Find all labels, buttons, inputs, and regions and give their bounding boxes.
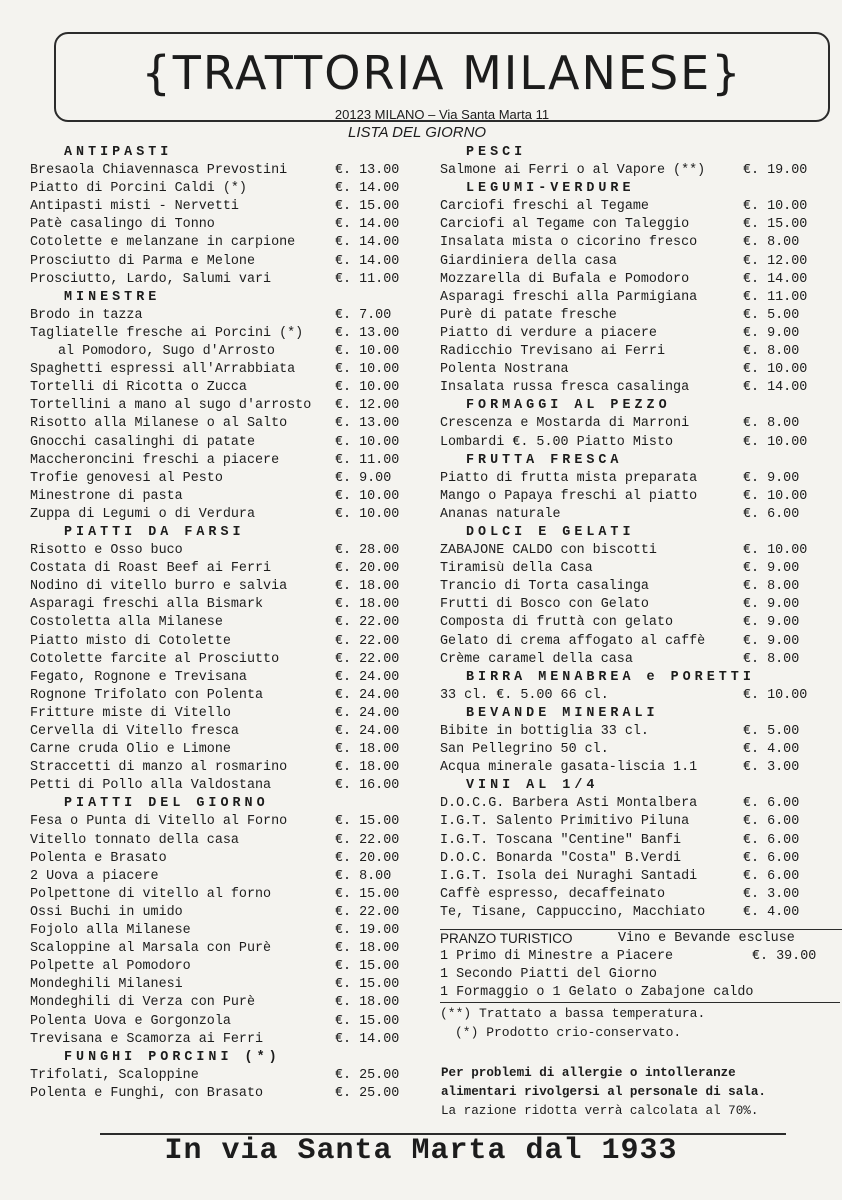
section-title: PIATTI DEL GIORNO [64, 796, 269, 812]
allergy-line-1: Per problemi di allergie o intolleranze [441, 1066, 736, 1080]
menu-item [30, 452, 420, 470]
dish-name: I.G.T. Salento Primitivo Piluna [440, 814, 690, 830]
menu-item [30, 669, 420, 687]
menu-item [30, 741, 420, 759]
dish-price: €. 14.00 [335, 253, 400, 269]
dish-name: Costoletta alla Milanese [30, 615, 223, 631]
dish-name: 2 Uova a piacere [30, 868, 159, 884]
dish-price: €. 6.00 [743, 814, 800, 830]
dish-name: I.G.T. Isola dei Nuraghi Santadi [440, 868, 698, 884]
menu-item [440, 253, 835, 271]
menu-item [440, 723, 835, 741]
dish-price: €. 15.00 [743, 217, 808, 233]
dish-price: €. 10.00 [743, 199, 808, 215]
dish-name: I.G.T. Toscana "Centine" Banfi [440, 832, 682, 848]
dish-name: Antipasti misti - Nervetti [30, 199, 239, 215]
dish-price: €. 10.00 [335, 362, 400, 378]
dish-price: €. 8.00 [335, 868, 392, 884]
dish-price: €. 11.00 [743, 289, 808, 305]
dish-name: Crème caramel della casa [440, 651, 633, 667]
menu-item [30, 271, 420, 289]
dish-price: €. 15.00 [335, 199, 400, 215]
section-heading [440, 669, 835, 687]
dish-price: €. 13.00 [335, 416, 400, 432]
menu-item [440, 687, 835, 705]
pranzo-label: PRANZO TURISTICO [440, 931, 573, 946]
menu-item [440, 343, 835, 361]
dish-price: €. 15.00 [335, 814, 400, 830]
dish-price: €. 14.00 [335, 1031, 400, 1047]
dish-price: €. 9.00 [743, 633, 800, 649]
dish-name: D.O.C. Bonarda "Costa" B.Verdi [440, 850, 682, 866]
dish-name: Gelato di crema affogato al caffè [440, 633, 706, 649]
menu-item [30, 687, 420, 705]
dish-price: €. 14.00 [335, 181, 400, 197]
dish-name: Polenta Nostrana [440, 362, 569, 378]
dish-price: €. 22.00 [335, 651, 400, 667]
menu-item [440, 614, 835, 632]
dish-price: €. 6.00 [743, 506, 800, 522]
dish-name: Carne cruda Olio e Limone [30, 742, 231, 758]
dish-price: €. 19.00 [335, 923, 400, 939]
dish-name: Caffè espresso, decaffeinato [440, 886, 665, 902]
menu-item [30, 379, 420, 397]
allergy-line-3: La razione ridotta verrà calcolata al 70%. [441, 1104, 759, 1118]
section-heading [30, 795, 420, 813]
dish-name: Fegato, Rognone e Trevisana [30, 669, 247, 685]
dish-name: Asparagi freschi alla Parmigiana [440, 289, 698, 305]
menu-item [30, 651, 420, 669]
list-of-the-day-label: LISTA DEL GIORNO [348, 124, 487, 141]
menu-item [440, 216, 835, 234]
menu-item [440, 271, 835, 289]
menu-item [30, 1067, 420, 1085]
dish-name: Minestrone di pasta [30, 488, 183, 504]
dish-price: €. 10.00 [335, 488, 400, 504]
dish-name: Piatto misto di Cotolette [30, 633, 231, 649]
dish-price: €. 10.00 [335, 506, 400, 522]
menu-item [440, 542, 835, 560]
dish-name: Trancio di Torta casalinga [440, 579, 649, 595]
menu-item [30, 940, 420, 958]
restaurant-title: {TRATTORIA MILANESE} [141, 46, 743, 100]
dish-name: ZABAJONE CALDO con biscotti [440, 543, 657, 559]
menu-item [440, 759, 835, 777]
dish-name: Bibite in bottiglia 33 cl. [440, 724, 649, 739]
dish-name: Petti di Pollo alla Valdostana [30, 778, 272, 794]
menu-item [30, 1085, 420, 1103]
menu-item [440, 162, 835, 180]
menu-item [30, 868, 420, 886]
dish-price: €. 5.00 [743, 307, 800, 323]
dish-name: Cervella di Vitello fresca [30, 724, 239, 739]
dish-price: €. 10.00 [743, 362, 808, 378]
note-frozen: (*) Prodotto crio-conservato. [455, 1025, 682, 1040]
section-heading [30, 1049, 420, 1067]
menu-item [30, 976, 420, 994]
allergy-notice [441, 1064, 766, 1121]
dish-name: Maccheroncini freschi a piacere [30, 452, 280, 468]
dish-price: €. 9.00 [743, 561, 800, 577]
dish-price: €. 15.00 [335, 977, 400, 993]
dish-name: Fojolo alla Milanese [30, 923, 191, 939]
menu-item [440, 361, 835, 379]
dish-price: €. 14.00 [335, 217, 400, 233]
dish-price: €. 4.00 [743, 742, 800, 758]
dish-price: €. 6.00 [743, 850, 800, 866]
menu-item [440, 325, 835, 343]
menu-item [30, 1013, 420, 1031]
dish-name: Polenta e Funghi, con Brasato [30, 1085, 264, 1101]
dish-price: €. 20.00 [335, 850, 400, 866]
dish-name: Asparagi freschi alla Bismark [30, 597, 264, 613]
dish-name: Polenta e Brasato [30, 850, 167, 866]
dish-price: €. 11.00 [335, 452, 400, 468]
dish-price: €. 12.00 [743, 253, 808, 269]
dish-price: €. 24.00 [335, 687, 400, 703]
dish-name: Insalata russa fresca casalinga [440, 380, 690, 396]
menu-item [30, 578, 420, 596]
dish-price: €. 9.00 [743, 470, 800, 486]
menu-item [440, 651, 835, 669]
dish-name: Frutti di Bosco con Gelato [440, 597, 649, 613]
dish-price: €. 6.00 [743, 868, 800, 884]
dish-price: €. 24.00 [335, 669, 400, 685]
dish-name: Tortelli di Ricotta o Zucca [30, 380, 247, 396]
dish-name: San Pellegrino 50 cl. [440, 742, 609, 758]
menu-item [30, 759, 420, 777]
dish-name: Gnocchi casalinghi di patate [30, 434, 255, 450]
menu-item [30, 705, 420, 723]
dish-name: Polpette al Pomodoro [30, 959, 191, 975]
dish-price: €. 18.00 [335, 941, 400, 957]
section-heading [440, 777, 835, 795]
dish-name: Prosciutto, Lardo, Salumi vari [30, 271, 272, 287]
menu-item [30, 415, 420, 433]
menu-item [30, 234, 420, 252]
allergy-line-2: alimentari rivolgersi al personale di sala. [441, 1085, 766, 1099]
dish-price: €. 25.00 [335, 1085, 400, 1101]
dish-price: €. 22.00 [335, 633, 400, 649]
menu-item [30, 904, 420, 922]
dish-price: €. 13.00 [335, 325, 400, 341]
section-title: VINI AL 1/4 [466, 778, 599, 794]
dish-name: Zuppa di Legumi o di Verdura [30, 506, 255, 522]
section-title: MINESTRE [64, 289, 161, 305]
dish-name: Tortellini a mano al sugo d'arrosto [30, 398, 312, 414]
menu-item [440, 868, 835, 886]
dish-name: Mozzarella di Bufala e Pomodoro [440, 271, 690, 287]
dish-name: Te, Tisane, Cappuccino, Macchiato [440, 904, 706, 920]
menu-item [30, 596, 420, 614]
dish-name: Risotto e Osso buco [30, 543, 183, 559]
menu-item [30, 506, 420, 524]
right-menu-column [440, 144, 835, 922]
dish-name: Carciofi freschi al Tegame [440, 199, 649, 215]
dish-price: €. 9.00 [335, 470, 392, 486]
menu-item [30, 633, 420, 651]
dish-name: Trofie genovesi al Pesto [30, 470, 223, 486]
menu-item [440, 795, 835, 813]
section-heading [440, 705, 835, 723]
menu-item [440, 379, 835, 397]
section-heading [440, 180, 835, 198]
dish-price: €. 8.00 [743, 579, 800, 595]
dish-price: €. 15.00 [335, 959, 400, 975]
dish-name: Nodino di vitello burro e salvia [30, 579, 288, 595]
section-heading [30, 289, 420, 307]
dish-price: €. 8.00 [743, 235, 800, 251]
dish-name: Spaghetti espressi all'Arrabbiata [30, 362, 296, 378]
dish-price: €. 10.00 [743, 543, 808, 559]
dish-price: €. 8.00 [743, 651, 800, 667]
dish-name: Salmone ai Ferri o al Vapore (**) [440, 163, 706, 179]
menu-item [440, 506, 835, 524]
dish-name: Vitello tonnato della casa [30, 832, 239, 848]
dish-name: Mango o Papaya freschi al piatto [440, 488, 698, 504]
section-heading [440, 397, 835, 415]
dish-name: D.O.C.G. Barbera Asti Montalbera [440, 796, 698, 812]
menu-item [440, 904, 835, 922]
dish-price: €. 10.00 [743, 687, 808, 703]
dish-price: €. 20.00 [335, 561, 400, 577]
menu-item [30, 832, 420, 850]
section-heading [30, 144, 420, 162]
dish-name: Trevisana e Scamorza ai Ferri [30, 1031, 264, 1047]
dish-name: Purè di patate fresche [440, 307, 617, 323]
section-title: BIRRA MENABREA e PORETTI [466, 669, 755, 685]
dish-name: Trifolati, Scaloppine [30, 1067, 199, 1083]
menu-item [30, 198, 420, 216]
dish-name: Patè casalingo di Tonno [30, 217, 215, 233]
menu-item [30, 434, 420, 452]
dish-name: Tagliatelle fresche ai Porcini (*) [30, 325, 304, 341]
section-heading [440, 452, 835, 470]
menu-item [440, 633, 835, 651]
dish-price: €. 3.00 [743, 760, 800, 776]
dish-price: €. 19.00 [743, 163, 808, 179]
section-heading [440, 524, 835, 542]
dish-name: Piatto di Porcini Caldi (*) [30, 181, 247, 197]
dish-price: €. 10.00 [335, 434, 400, 450]
dish-price: €. 8.00 [743, 344, 800, 360]
menu-item [30, 560, 420, 578]
dish-price: €. 18.00 [335, 597, 400, 613]
left-menu-column [30, 144, 420, 1103]
dish-price: €. 14.00 [743, 380, 808, 396]
menu-item [440, 415, 835, 433]
section-title: FORMAGGI AL PEZZO [466, 398, 671, 414]
menu-item [440, 488, 835, 506]
menu-item [30, 325, 420, 343]
menu-item [30, 886, 420, 904]
dish-price: €. 5.00 [743, 724, 800, 739]
dish-price: €. 25.00 [335, 1067, 400, 1083]
dish-price: €. 11.00 [335, 271, 400, 287]
dish-name: Carciofi al Tegame con Taleggio [440, 217, 690, 233]
dish-price: €. 22.00 [335, 904, 400, 920]
menu-item [440, 886, 835, 904]
menu-item [30, 1031, 420, 1049]
dish-name: Polenta Uova e Gorgonzola [30, 1013, 231, 1029]
dish-name: Lombardi €. 5.00 Piatto Misto [440, 434, 674, 450]
menu-item [440, 850, 835, 868]
menu-item [440, 434, 835, 452]
dish-price: €. 15.00 [335, 1013, 400, 1029]
section-title: PESCI [466, 145, 527, 160]
menu-item [30, 723, 420, 741]
dish-price: €. 16.00 [335, 778, 400, 794]
dish-price: €. 28.00 [335, 543, 400, 559]
dish-name: Acqua minerale gasata-liscia 1.1 [440, 760, 698, 776]
section-title: PIATTI DA FARSI [64, 524, 245, 540]
pranzo-price: €. 39.00 [752, 949, 817, 965]
section-title: ANTIPASTI [64, 145, 173, 160]
dish-price: €. 18.00 [335, 995, 400, 1011]
pranzo-line-3: 1 Formaggio o 1 Gelato o Zabajone caldo [440, 985, 754, 1001]
section-heading [30, 524, 420, 542]
menu-item [440, 307, 835, 325]
menu-item [30, 958, 420, 976]
menu-item [30, 470, 420, 488]
dish-name: Polpettone di vitello al forno [30, 886, 272, 902]
menu-item [30, 488, 420, 506]
menu-item [30, 361, 420, 379]
dish-name: Cotolette e melanzane in carpione [30, 235, 296, 251]
dish-name: Bresaola Chiavennasca Prevostini [30, 163, 288, 179]
dish-price: €. 22.00 [335, 832, 400, 848]
dish-price: €. 6.00 [743, 796, 800, 812]
dish-name: al Pomodoro, Sugo d'Arrosto [58, 344, 275, 360]
dish-price: €. 14.00 [743, 271, 808, 287]
dish-name: Tiramisù della Casa [440, 561, 593, 577]
menu-item [30, 180, 420, 198]
menu-item [30, 542, 420, 560]
dish-name: Straccetti di manzo al rosmarino [30, 760, 288, 776]
dish-name: Prosciutto di Parma e Melone [30, 253, 255, 269]
pranzo-note: Vino e Bevande escluse [618, 931, 795, 946]
menu-item [440, 470, 835, 488]
header-box [54, 32, 830, 122]
menu-item [440, 741, 835, 759]
dish-price: €. 13.00 [335, 163, 400, 179]
dish-price: €. 12.00 [335, 398, 400, 414]
menu-item [30, 614, 420, 632]
dish-price: €. 14.00 [335, 235, 400, 251]
pranzo-turistico [440, 929, 842, 1003]
dish-name: Cotolette farcite al Prosciutto [30, 651, 280, 667]
dish-name: Rognone Trifolato con Polenta [30, 687, 264, 703]
section-title: FUNGHI PORCINI (*) [64, 1049, 281, 1065]
dish-price: €. 10.00 [743, 488, 808, 504]
dish-name: Insalata mista o cicorino fresco [440, 235, 698, 251]
menu-item [30, 994, 420, 1012]
dish-price: €. 6.00 [743, 832, 800, 848]
menu-item [30, 813, 420, 831]
dish-name: Brodo in tazza [30, 307, 143, 323]
menu-item [30, 162, 420, 180]
restaurant-address: 20123 MILANO – Via Santa Marta 11 [334, 107, 550, 122]
menu-item [440, 234, 835, 252]
dish-price: €. 4.00 [743, 904, 800, 920]
dish-price: €. 18.00 [335, 742, 400, 758]
dish-name: Mondeghili di Verza con Purè [30, 995, 255, 1011]
dish-name: Composta di fruttà con gelato [440, 615, 674, 631]
dish-price: €. 9.00 [743, 597, 800, 613]
dish-name: Fesa o Punta di Vitello al Forno [30, 814, 288, 830]
dish-price: €. 24.00 [335, 705, 400, 721]
menu-item [440, 198, 835, 216]
dish-name: Giardiniera della casa [440, 253, 617, 269]
section-title: FRUTTA FRESCA [466, 452, 623, 468]
menu-item [30, 253, 420, 271]
menu-item [30, 216, 420, 234]
dish-name: Risotto alla Milanese o al Salto [30, 416, 288, 432]
menu-item [30, 777, 420, 795]
section-heading [440, 144, 835, 162]
dish-name: Mondeghili Milanesi [30, 977, 183, 993]
dish-price: €. 18.00 [335, 579, 400, 595]
section-title: DOLCI E GELATI [466, 524, 635, 540]
menu-item [440, 813, 835, 831]
dish-price: €. 22.00 [335, 615, 400, 631]
dish-price: €. 10.00 [335, 344, 400, 360]
dish-name: 33 cl. €. 5.00 66 cl. [440, 687, 609, 703]
dish-price: €. 7.00 [335, 307, 392, 323]
menu-item [30, 397, 420, 415]
dish-price: €. 15.00 [335, 886, 400, 902]
dish-price: €. 8.00 [743, 416, 800, 432]
dish-price: €. 24.00 [335, 724, 400, 739]
dish-price: €. 3.00 [743, 886, 800, 902]
menu-item [440, 289, 835, 307]
pranzo-line-2: 1 Secondo Piatti del Giorno [440, 967, 657, 983]
dish-name: Crescenza e Mostarda di Marroni [440, 416, 690, 432]
dish-price: €. 10.00 [335, 380, 400, 396]
pranzo-line-1: 1 Primo di Minestre a Piacere [440, 949, 674, 965]
dish-name: Ossi Buchi in umido [30, 904, 183, 920]
dish-name: Piatto di verdure a piacere [440, 325, 657, 341]
section-title: LEGUMI-VERDURE [466, 181, 635, 197]
dish-name: Fritture miste di Vitello [30, 705, 231, 721]
menu-item [30, 307, 420, 325]
menu-item [440, 596, 835, 614]
note-low-temperature: (**) Trattato a bassa temperatura. [440, 1006, 706, 1021]
menu-item [30, 343, 420, 361]
footer-slogan: In via Santa Marta dal 1933 [164, 1134, 678, 1168]
dish-name: Costata di Roast Beef ai Ferri [30, 561, 272, 577]
dish-price: €. 10.00 [743, 434, 808, 450]
dish-name: Radicchio Trevisano ai Ferri [440, 344, 665, 360]
dish-name: Ananas naturale [440, 506, 561, 522]
menu-item [30, 850, 420, 868]
section-title: BEVANDE MINERALI [466, 705, 659, 721]
dish-price: €. 9.00 [743, 615, 800, 631]
dish-price: €. 9.00 [743, 325, 800, 341]
menu-item [440, 832, 835, 850]
menu-item [30, 922, 420, 940]
dish-name: Piatto di frutta mista preparata [440, 470, 698, 486]
menu-item [440, 560, 835, 578]
dish-name: Scaloppine al Marsala con Purè [30, 941, 272, 957]
menu-item [440, 578, 835, 596]
dish-price: €. 18.00 [335, 760, 400, 776]
